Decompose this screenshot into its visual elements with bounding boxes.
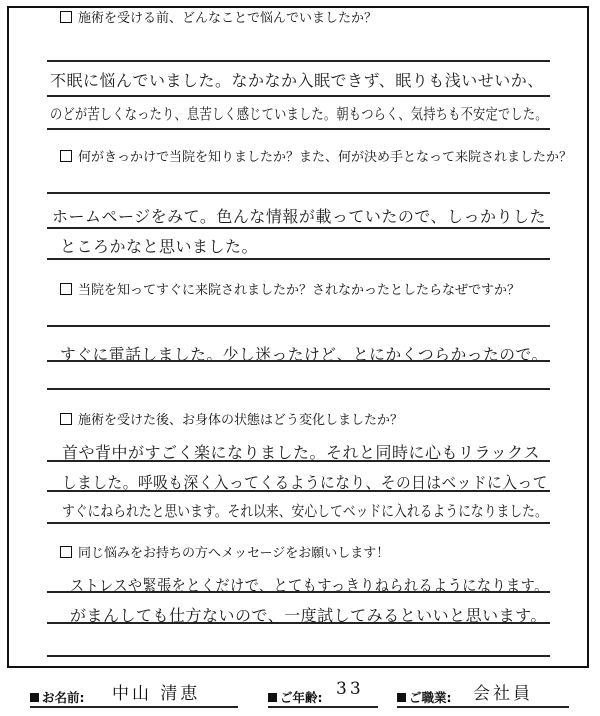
- occupation-underline: [397, 706, 569, 708]
- question-4-text: 施術を受けた後、お身体の状態はどう変化しましたか？: [78, 413, 404, 428]
- answer-1-line-1: 不眠に悩んでいました。なかなか入眠できず、眠りも浅いせいか、: [50, 71, 544, 90]
- name-value: 中山 清恵: [112, 684, 201, 704]
- occupation-label-text: ご職業:: [409, 690, 452, 705]
- answer-3-line-1: すぐに電話しました。少し迷ったけど、とにかくつらかったので。: [60, 345, 548, 364]
- name-label: [30, 688, 85, 706]
- answer-line: [47, 95, 550, 97]
- answer-line: [47, 192, 550, 194]
- answer-5-line-1: ストレスや緊張をとくだけで、とてもすっきりねられるようになります。: [70, 576, 549, 595]
- answer-line: [47, 360, 550, 362]
- question-3: [60, 283, 520, 299]
- occupation-label: [397, 688, 452, 706]
- question-2-text: 何がきっかけで当院を知りましたか？また、何が決め手となって来院されましたか？: [78, 150, 573, 165]
- answer-line: [47, 460, 550, 462]
- answer-line: [47, 227, 550, 229]
- age-label-text: ご年齢:: [280, 690, 323, 705]
- question-1-text: 施術を受ける前、どんなことで悩んでいましたか？: [78, 11, 378, 26]
- question-3-text: 当院を知ってすぐに来院されましたか？されなかったとしたらなぜですか？: [78, 283, 521, 298]
- answer-1-line-2: のどが苦しくなったり、息苦しく感じていました。朝もつらく、気持ちも不安定でした。: [50, 105, 548, 123]
- checkbox-1: [60, 11, 72, 23]
- answer-5-line-2: がまんしても仕方ないので、一度試してみるといいと思います。: [70, 606, 547, 625]
- answer-line: [47, 258, 550, 260]
- bullet-square: [397, 693, 406, 702]
- occupation-value: 会社員: [473, 684, 533, 704]
- answer-line: [47, 591, 550, 593]
- answer-line: [47, 655, 550, 657]
- answer-line: [47, 490, 550, 492]
- checkbox-3: [60, 283, 72, 295]
- answer-line: [47, 388, 550, 390]
- age-value: 33: [336, 679, 364, 699]
- bullet-square: [30, 693, 39, 702]
- checkbox-5: [60, 546, 72, 558]
- bullet-square: [268, 693, 277, 702]
- name-underline: [30, 706, 238, 708]
- checkbox-4: [60, 413, 72, 425]
- answer-line: [47, 128, 550, 130]
- question-1: [60, 11, 377, 27]
- answer-4-line-3: すぐにねられたと思います。それ以来、安心してベッドに入れるようになりました。: [62, 502, 548, 520]
- answer-2-line-1: ホームページをみて。色んな情報が載っていたので、しっかりした: [52, 207, 547, 226]
- answer-2-line-2: ところかなと思いました。: [60, 237, 259, 256]
- age-underline: [268, 706, 378, 708]
- answer-4-line-2: しました。呼吸も深く入ってくるようになり、その日はベッドに入って: [62, 473, 548, 492]
- answer-line: [47, 325, 550, 327]
- answer-4-line-1: 首や背中がすごく楽になりました。それと同時に心もリラックス: [62, 443, 541, 462]
- answer-line: [47, 60, 550, 62]
- answer-line: [47, 622, 550, 624]
- age-label: [268, 688, 323, 706]
- name-label-text: お名前:: [42, 690, 85, 705]
- question-2: [60, 150, 572, 166]
- answer-line: [47, 522, 550, 524]
- question-5: [60, 546, 389, 562]
- checkbox-2: [60, 150, 72, 162]
- question-4: [60, 413, 403, 429]
- question-5-text: 同じ悩みをお持ちの方へメッセージをお願いします！: [78, 546, 390, 561]
